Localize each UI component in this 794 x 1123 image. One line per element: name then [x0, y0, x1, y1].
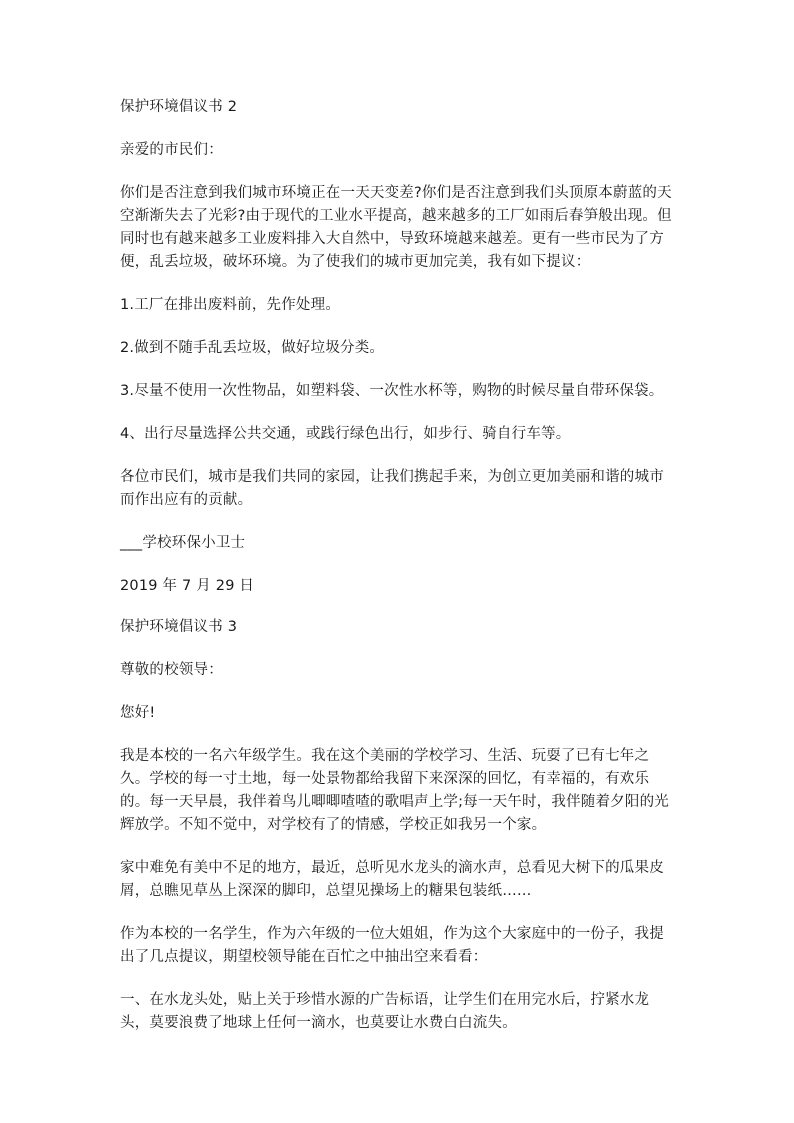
- section3-title: 保护环境倡议书 3: [120, 619, 238, 635]
- section2-title: 保护环境倡议书 2: [120, 99, 238, 115]
- section2-item-4: 4、出行尽量选择公共交通，或践行绿色出行，如步行、骑自行车等。: [120, 426, 571, 442]
- section3-paragraph-4: 一、在水龙头处，贴上关于珍惜水源的广告标语，让学生们在用完水后，拧紧水龙头，莫要浪费了地球上任何一滴水，也莫要让水费白白流失。: [120, 992, 650, 1031]
- section3-salutation: 尊敬的校领导：: [120, 662, 223, 678]
- section2-item-2: 2.做到不随手乱丢垃圾，做好垃圾分类。: [120, 340, 385, 356]
- section2-date: 2019 年 7 月 29 日: [120, 578, 255, 594]
- document-page: [120, 96, 676, 1035]
- section2-salutation: 亲爱的市民们：: [120, 142, 223, 158]
- section2-item-1: 1.工厂在排出废料前，先作处理。: [120, 297, 341, 313]
- section2-closing: 各位市民们，城市是我们共同的家园，让我们携起手来，为创立更加美丽和谐的城市而作出应有的贡献。: [120, 469, 664, 508]
- section2-signature: ___学校环保小卫士: [120, 535, 246, 551]
- section3-paragraph-3: 作为本校的一名学生，作为六年级的一位大姐姐，作为这个大家庭中的一份子，我提出了几点提议，期望校领导能在百忙之中抽出空来看看：: [120, 926, 664, 965]
- section3-paragraph-1: 我是本校的一名六年级学生。我在这个美丽的学校学习、生活、玩耍了已有七年之久。学校的每一寸土地，每一处景物都给我留下来深深的回忆，有幸福的，有欢乐的。每一天早晨，我伴着鸟儿唧唧喳喳的歌唱声上学;每一天午时，我伴随着夕阳的光辉放学。不知不觉中，对学校有了的情感，学校正如我另一个家。: [120, 748, 669, 833]
- section2-intro: 你们是否注意到我们城市环境正在一天天变差?你们是否注意到我们头顶原本蔚蓝的天空渐渐失去了光彩?由于现代的工业水平提高，越来越多的工厂如雨后春笋般出现。但同时也有越来越多工业废料排入大自然中，导致环境越来越差。更有一些市民为了方便，乱丢垃圾，破坏环境。为了使我们的城市更加完美，我有如下提议：: [120, 185, 672, 270]
- section2-item-3: 3.尽量不使用一次性物品，如塑料袋、一次性水杯等，购物的时候尽量自带环保袋。: [120, 383, 664, 399]
- section3-greeting: 您好!: [120, 705, 156, 721]
- section3-paragraph-2: 家中难免有美中不足的地方，最近，总听见水龙头的滴水声，总看见大树下的瓜果皮屑，总瞧见草丛上深深的脚印，总望见操场上的糖果包装纸……: [120, 860, 664, 899]
